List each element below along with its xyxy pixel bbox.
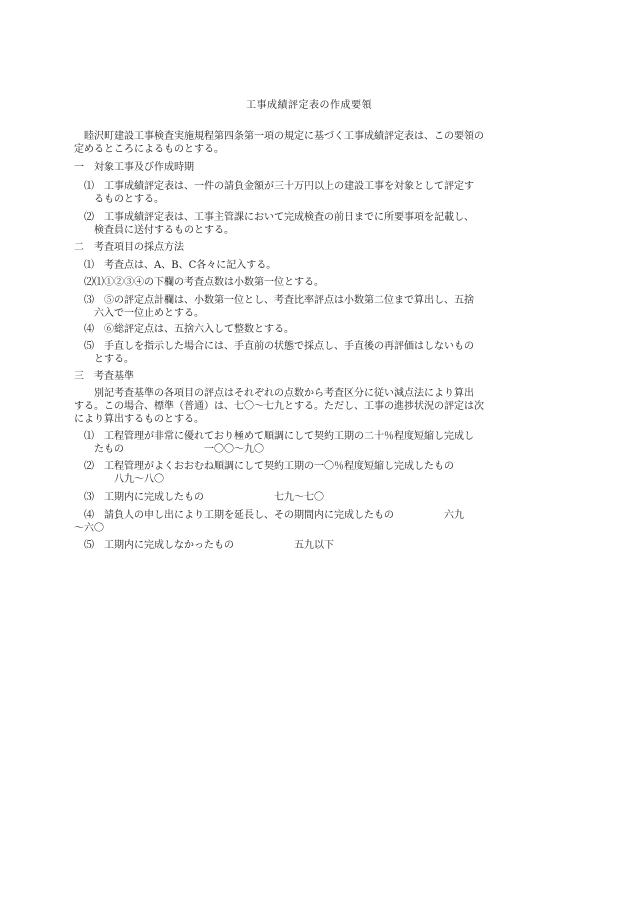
body-line: ⑵ 工事成績評定表は、工事主管課において完成検査の前日までに所要事項を記載し、 [74, 212, 474, 223]
body-line: により算出するものとする。 [74, 414, 204, 425]
body-line: とする。 [74, 354, 134, 365]
body-line: ⑴ 工程管理が非常に優れており極めて順調にして契約工期の二十％程度短縮し完成し [74, 431, 474, 442]
body-line: ⑸ 工期内に完成しなかったもの 五九以下 [74, 540, 334, 551]
body-line: ⑵⑴①②③④の下欄の考査点数は小数第一位とする。 [74, 277, 324, 288]
body-line: 八九～八〇 [74, 474, 164, 485]
body-line: 睦沢町建設工事検査実施規程第四条第一項の規定に基づく工事成績評定表は、この要領の [74, 131, 484, 142]
section-heading-1: 一 対象工事及び作成時期 [74, 162, 194, 173]
body-line: 別記考査基準の各項目の評点はそれぞれの点数から考査区分に従い減点法により算出 [74, 388, 474, 399]
body-line: ⑴ 考査点は、A、B、C各々に記入する。 [74, 260, 277, 271]
body-line: 検査員に送付するものとする。 [74, 225, 234, 236]
body-line: ⑶ ⑤の評定点計欄は、小数第一位とし、考査比率評点は小数第二位まで算出し、五捨 [74, 295, 474, 306]
document-title: 工事成績評定表の作成要領 [246, 100, 372, 111]
section-heading-2: 二 考査項目の採点方法 [74, 242, 184, 253]
body-line: ⑴ 工事成績評定表は、一件の請負金額が三十万円以上の建設工事を対象として評定す [74, 181, 474, 192]
body-line: ～六〇 [74, 523, 104, 534]
body-line: ⑷ 請負人の申し出により工期を延長し、その期間内に完成したもの 六九 [74, 510, 464, 521]
body-line: ⑷ ⑥総評定点は、五捨六入して整数とする。 [74, 324, 294, 335]
body-line: する。この場合、標準（普通）は、七〇～七九とする。ただし、工事の進捗状況の評定は次 [74, 401, 484, 412]
body-line: るものとする。 [74, 194, 164, 205]
body-line: 定めるところによるものとする。 [74, 144, 224, 155]
section-heading-3: 三 考査基準 [74, 371, 134, 382]
body-line: たもの 一〇〇～九〇 [74, 444, 264, 455]
body-line: ⑵ 工程管理がよくおおむね順調にして契約工期の一〇％程度短縮し完成したもの [74, 461, 454, 472]
body-line: 六入で一位止めとする。 [74, 308, 204, 319]
body-line: ⑶ 工期内に完成したもの 七九～七〇 [74, 492, 324, 503]
body-line: ⑸ 手直しを指示した場合には、手直前の状態で採点し、手直後の再評価はしないもの [74, 341, 474, 352]
